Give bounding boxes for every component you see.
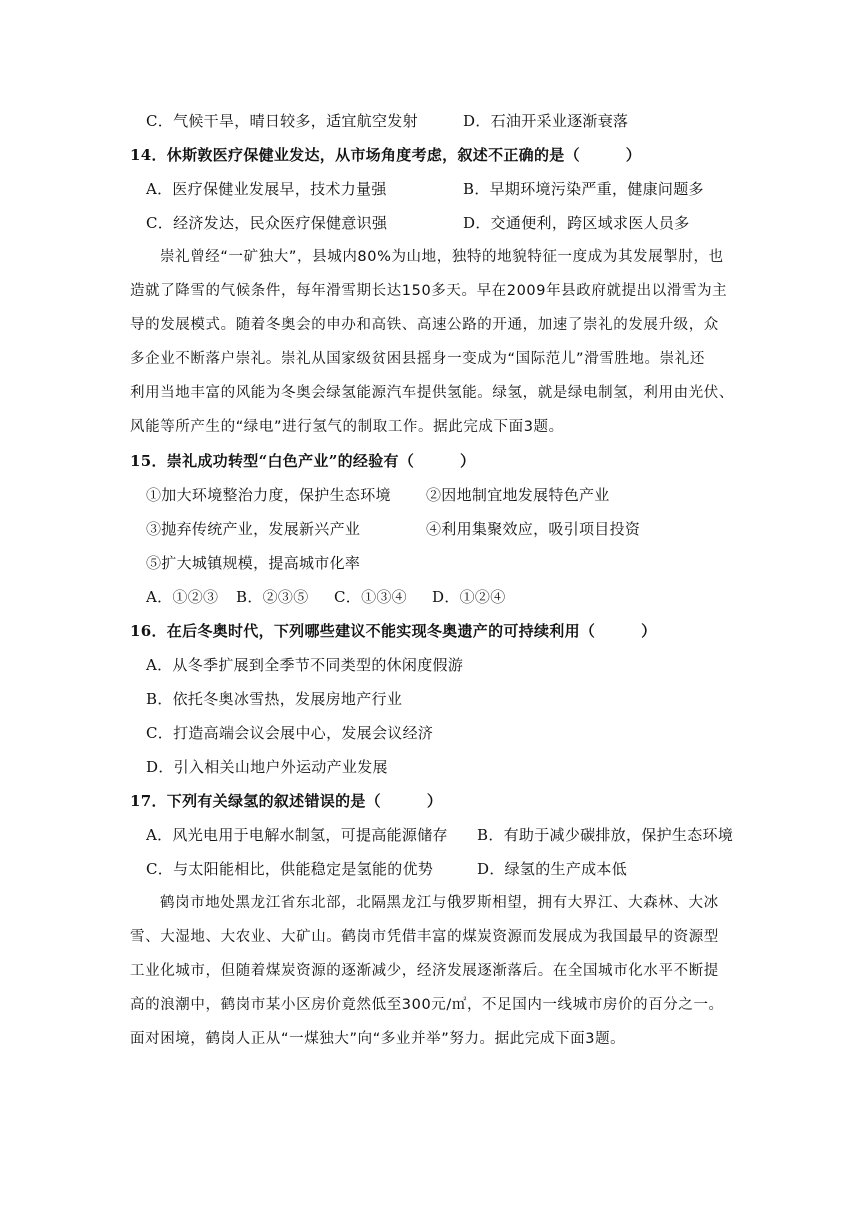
q17-option-a: A．风光电用于电解水制氢，可提高能源储存: [146, 826, 448, 844]
q13-option-c: C．气候干旱，晴日较多，适宜航空发射: [146, 112, 418, 130]
q15-option-d: D．①②④: [432, 588, 506, 606]
q17-option-b: B．有助于减少碳排放，保护生态环境: [477, 826, 734, 844]
passage2-line: 高的浪潮中，鹤岗市某小区房价竟然低至300元/㎡，不足国内一线城市房价的百分之一。: [130, 997, 724, 1013]
q15-statement-5: ⑤扩大城镇规模，提高城市化率: [146, 554, 361, 572]
q14-option-a: A．医疗保健业发展早，技术力量强: [146, 180, 387, 198]
passage1-line: 造就了降雪的气候条件，每年滑雪期长达150多天。早在2009年县政府就提出以滑雪为主: [130, 283, 728, 299]
q15-stem: 15．崇礼成功转型“白色产业”的经验有（ ）: [130, 452, 476, 470]
q14-option-d: D．交通便利，跨区域求医人员多: [463, 214, 690, 232]
q16-stem: 16．在后冬奥时代，下列哪些建议不能实现冬奥遗产的可持续利用（ ）: [130, 622, 657, 640]
q16-option-c: C．打造高端会议会展中心，发展会议经济: [146, 724, 434, 742]
q14-option-c: C．经济发达，民众医疗保健意识强: [146, 214, 388, 232]
q17-option-c: C．与太阳能相比，供能稳定是氢能的优势: [146, 860, 434, 878]
q17-option-d: D．绿氢的生产成本低: [477, 860, 628, 878]
q13-option-d: D．石油开采业逐渐衰落: [463, 112, 629, 130]
passage2-line: 雪、大湿地、大农业、大矿山。鹤岗市凭借丰富的煤炭资源而发展成为我国最早的资源型: [130, 929, 719, 945]
q16-option-d: D．引入相关山地户外运动产业发展: [146, 758, 388, 776]
passage1-line: 崇礼曾经“一矿独大”，县城内80%为山地，独特的地貌特征一度成为其发展掣肘，也: [160, 249, 724, 265]
q15-statement-2: ②因地制宜地发展特色产业: [426, 486, 610, 504]
q16-option-a: A．从冬季扩展到全季节不同类型的休闲度假游: [146, 656, 464, 674]
q15-statement-1: ①加大环境整治力度，保护生态环境: [146, 486, 391, 504]
q15-statement-3: ③抛弃传统产业，发展新兴产业: [146, 520, 361, 538]
passage1-line: 利用当地丰富的风能为冬奥会绿氢能源汽车提供氢能。绿氢，就是绿电制氢，利用由光伏、: [130, 385, 734, 401]
q15-statement-4: ④利用集聚效应，吸引项目投资: [426, 520, 641, 538]
q17-stem: 17．下列有关绿氢的叙述错误的是（ ）: [130, 792, 443, 810]
passage2-line: 面对困境，鹤岗人正从“一煤独大”向“多业并举”努力。据此完成下面3题。: [130, 1031, 626, 1047]
q14-option-b: B．早期环境污染严重，健康问题多: [463, 180, 704, 198]
q15-option-b: B．②③⑤: [236, 588, 309, 606]
passage1-line: 多企业不断落户崇礼。崇礼从国家级贫困县摇身一变成为“国际范儿”滑雪胜地。崇礼还: [130, 351, 705, 367]
q15-option-c: C．①③④: [334, 588, 407, 606]
q16-option-b: B．依托冬奥冰雪热，发展房地产行业: [146, 690, 403, 708]
q14-stem: 14．休斯敦医疗保健业发达，从市场角度考虑，叙述不正确的是（ ）: [130, 146, 642, 164]
q15-option-a: A．①②③: [146, 588, 219, 606]
passage2-line: 工业化城市，但随着煤炭资源的逐渐减少，经济发展逐渐落后。在全国城市化水平不断提: [130, 963, 719, 979]
passage1-line: 风能等所产生的“绿电”进行氢气的制取工作。据此完成下面3题。: [130, 419, 564, 435]
passage2-line: 鹤岗市地处黑龙江省东北部，北隔黑龙江与俄罗斯相望，拥有大界江、大森林、大冰: [160, 895, 719, 911]
passage1-line: 导的发展模式。随着冬奥会的申办和高铁、高速公路的开通，加速了崇礼的发展升级，众: [130, 317, 719, 333]
